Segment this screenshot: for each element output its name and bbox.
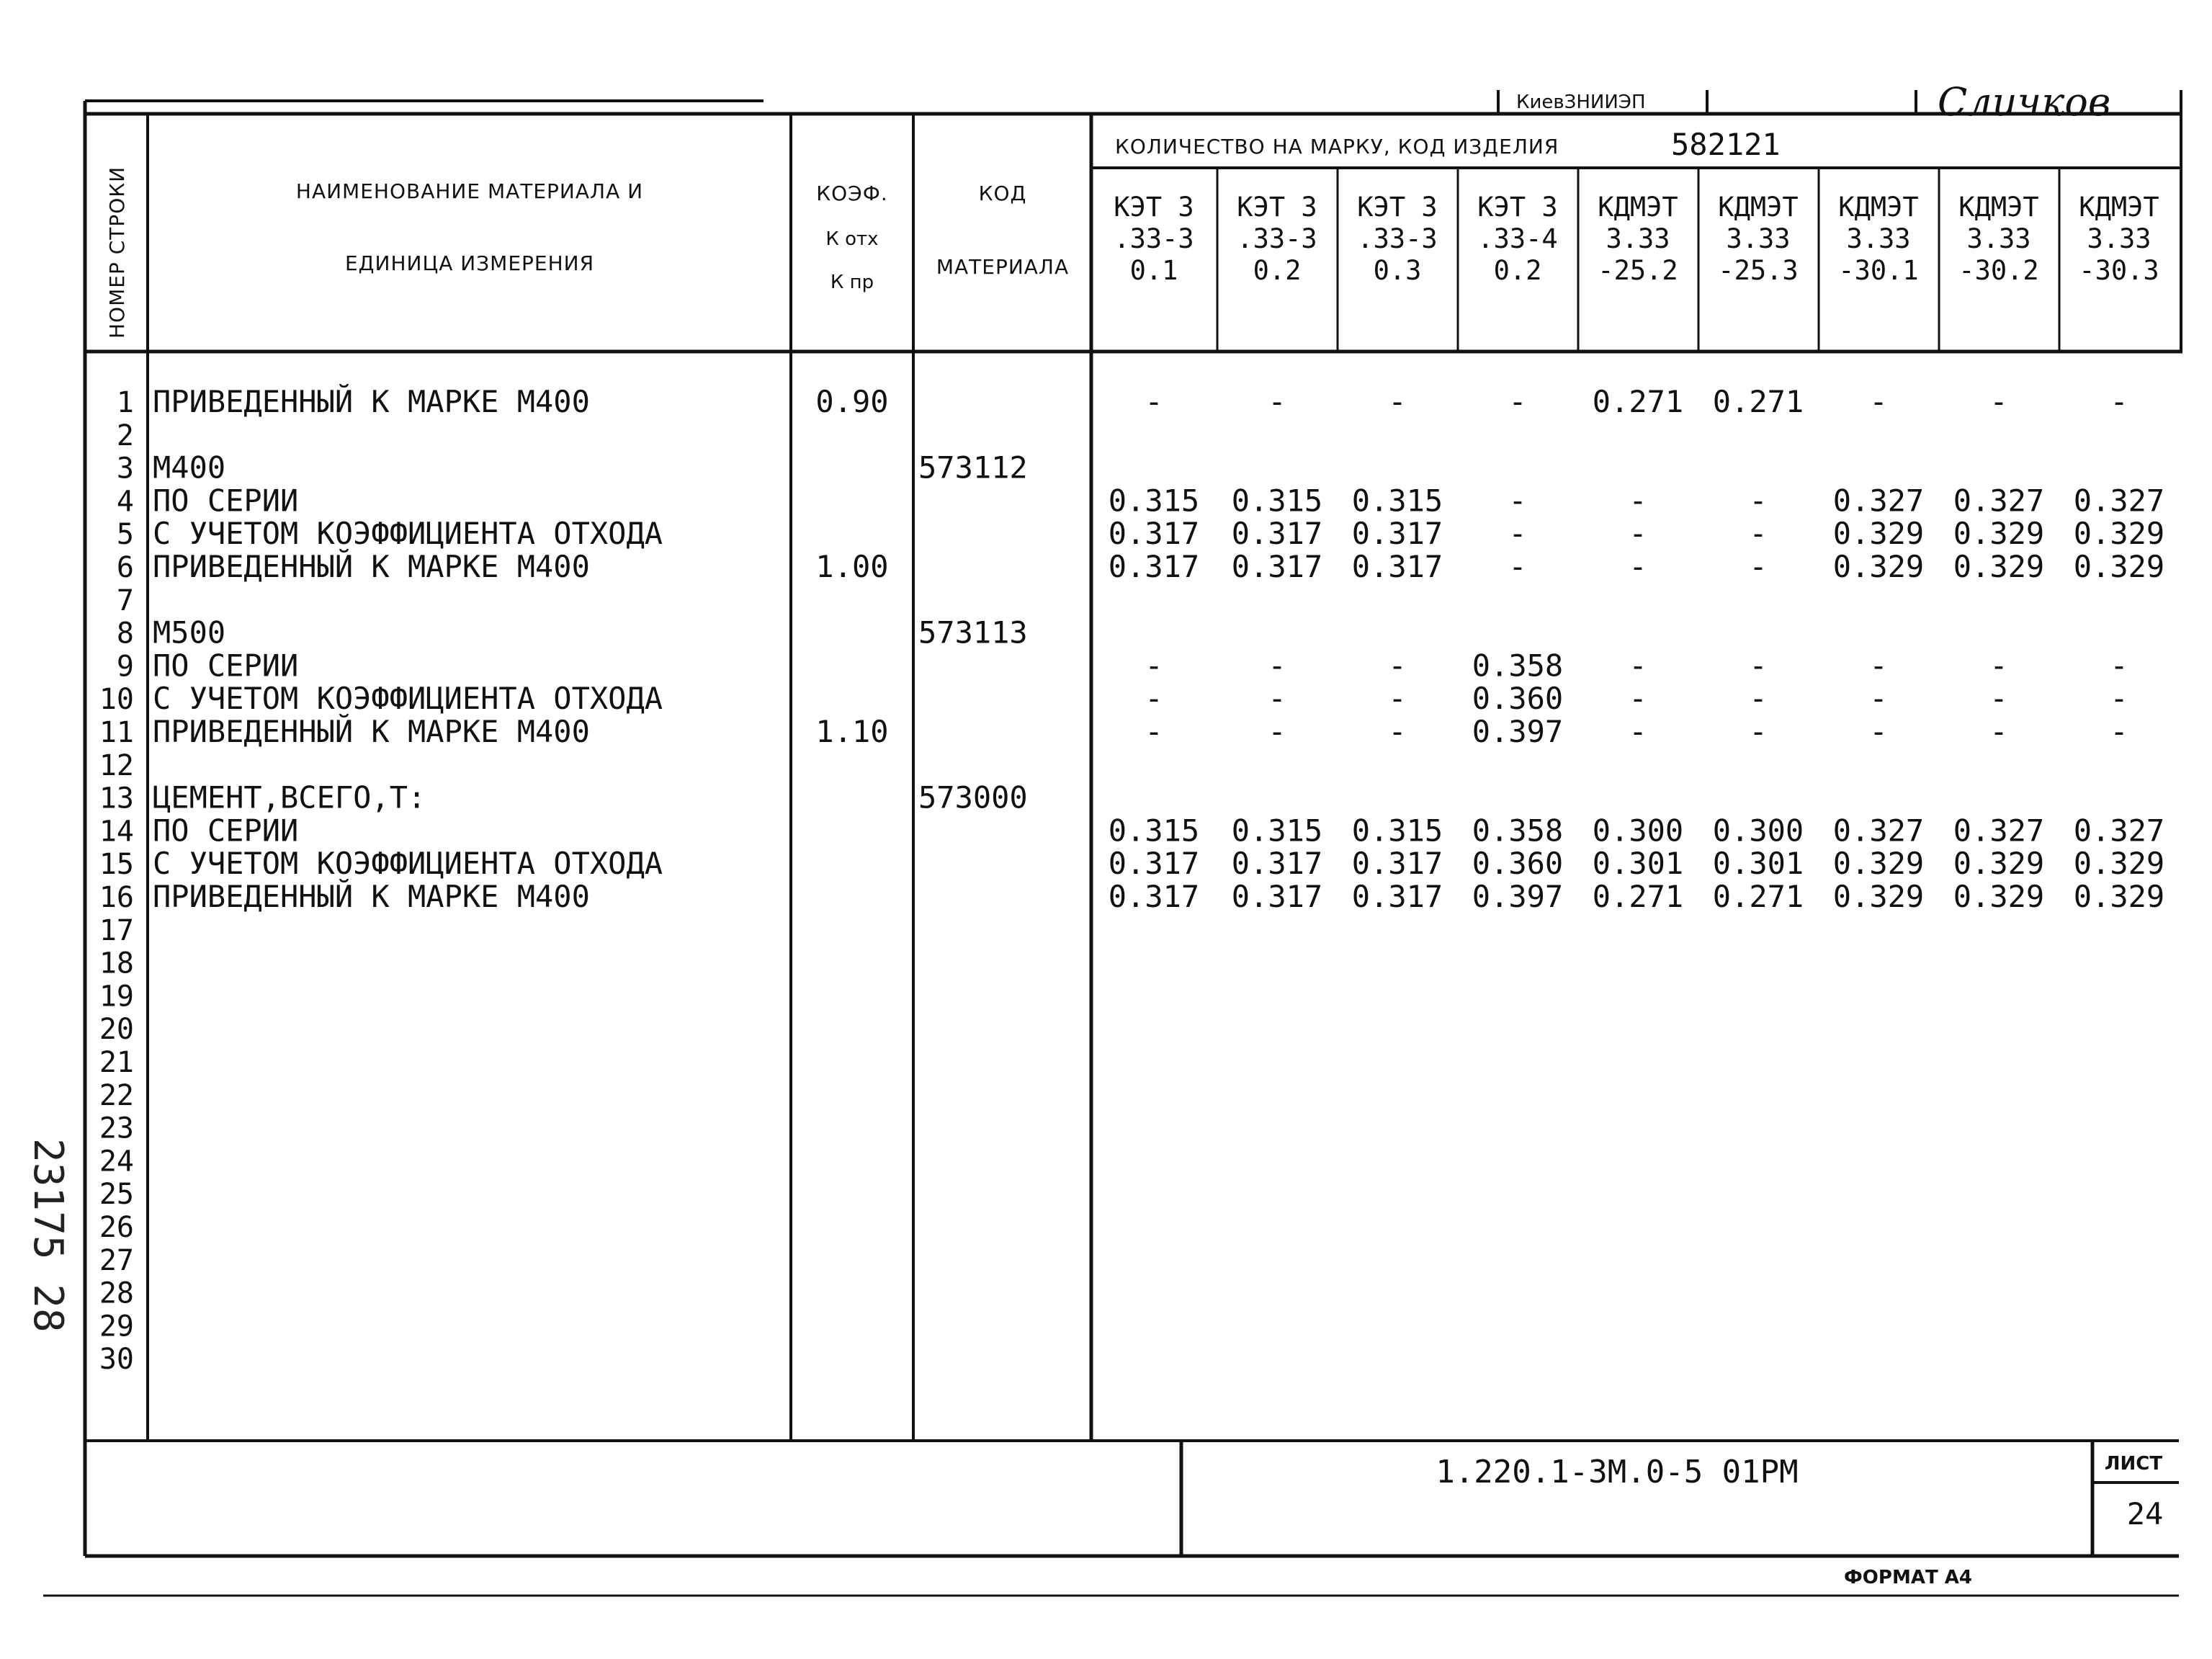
material-name: ПО СЕРИИ [153, 813, 299, 849]
quantity-cell: - [1145, 681, 1163, 717]
quantity-cell: 0.315 [1231, 813, 1323, 849]
quantity-cell: - [1749, 483, 1768, 519]
row-number: 10 [99, 683, 134, 717]
quantity-cell: 0.329 [1832, 549, 1925, 584]
row-number: 11 [99, 716, 134, 749]
product-header-line: КЭТ 3 [1114, 192, 1194, 223]
quantity-cell: - [1145, 714, 1163, 749]
quantity-cell: 0.317 [1108, 516, 1200, 552]
quantity-cell: - [1989, 648, 2008, 684]
quantity-cell: 0.329 [2073, 879, 2165, 914]
coefficient-value: 0.90 [815, 384, 889, 419]
row-number: 7 [116, 583, 134, 617]
product-header-line: 3.33 [1846, 223, 1911, 254]
material-name: ПРИВЕДЕННЫЙ К МАРКЕ М400 [153, 879, 590, 914]
quantity-cell: 0.315 [1351, 483, 1443, 519]
quantity-cell: - [1869, 648, 1888, 684]
quantity-cell: 0.327 [1953, 483, 2045, 519]
material-name: С УЧЕТОМ КОЭФФИЦИЕНТА ОТХОДА [153, 516, 663, 552]
quantity-cell: - [1749, 714, 1768, 749]
quantity-cell: 0.300 [1712, 813, 1804, 849]
quantity-cell: - [1749, 516, 1768, 552]
quantity-cell: - [1749, 549, 1768, 584]
row-number: 5 [116, 518, 134, 552]
quantity-cell: 0.329 [1832, 516, 1925, 552]
quantity-cell: - [1989, 384, 2008, 419]
coef-header-line3: К пр [830, 272, 874, 293]
material-name: ПО СЕРИИ [153, 483, 299, 519]
product-header-line: 3.33 [1726, 223, 1791, 254]
material-name: ПО СЕРИИ [153, 648, 299, 684]
sheet-number: 24 [2126, 1496, 2164, 1531]
product-header-line: КДМЭТ [1838, 192, 1919, 223]
material-name: ПРИВЕДЕННЫЙ К МАРКЕ М400 [153, 384, 590, 419]
row-number: 23 [99, 1112, 134, 1145]
quantity-cell: - [2110, 648, 2128, 684]
quantity-cell: - [1388, 648, 1407, 684]
quantity-header: КОЛИЧЕСТВО НА МАРКУ, КОД ИЗДЕЛИЯ [1115, 135, 1559, 158]
product-header-line: КЭТ 3 [1477, 192, 1558, 223]
row-number: 18 [99, 947, 134, 980]
side-inventory-number: 23175 28 [24, 1138, 71, 1333]
quantity-cell: 0.397 [1472, 714, 1564, 749]
coefficient-value: 1.10 [815, 714, 889, 749]
quantity-cell: 0.315 [1108, 813, 1200, 849]
quantity-cell: 0.329 [1953, 549, 2045, 584]
product-header-line: 0.1 [1129, 255, 1178, 286]
product-header-line: .33-3 [1114, 223, 1194, 254]
row-numbers [99, 386, 134, 1376]
quantity-cell: 0.329 [1832, 846, 1925, 882]
row-number: 19 [99, 980, 134, 1014]
quantity-cell: 0.317 [1108, 846, 1200, 882]
quantity-cell: 0.329 [2073, 846, 2165, 882]
product-header-line: -30.3 [2079, 255, 2159, 286]
material-name: ЦЕМЕНТ,ВСЕГО,Т: [153, 779, 426, 815]
material-names [153, 383, 663, 914]
quantity-cell: 0.271 [1592, 384, 1684, 419]
row-number: 14 [99, 815, 134, 849]
product-header-line: -30.2 [1958, 255, 2039, 286]
product-header-line: -30.1 [1838, 255, 1919, 286]
quantity-cell: - [1629, 483, 1647, 519]
quantity-cell: 0.327 [2073, 483, 2165, 519]
quantity-cell: - [2110, 681, 2128, 717]
quantity-cell: 0.300 [1592, 813, 1684, 849]
quantity-cell: - [1989, 714, 2008, 749]
row-number: 13 [99, 782, 134, 815]
document-code: 1.220.1-3М.0-5 01РМ [1436, 1454, 1799, 1490]
coefficient-value: 1.00 [815, 549, 889, 584]
top-stamp: КиевЗНИИЭП [1516, 91, 1646, 113]
quantity-cell: 0.317 [1231, 846, 1323, 882]
quantity-cell: 0.315 [1108, 483, 1200, 519]
quantity-cell: 0.271 [1592, 879, 1684, 914]
product-header-line: КДМЭТ [1718, 192, 1799, 223]
row-number: 27 [99, 1243, 134, 1277]
material-name: ПРИВЕДЕННЫЙ К МАРКЕ М400 [153, 549, 590, 584]
row-number: 9 [116, 650, 134, 684]
quantity-cell: - [1749, 648, 1768, 684]
quantity-cell: 0.271 [1712, 384, 1804, 419]
quantity-cell: 0.317 [1108, 549, 1200, 584]
row-number: 25 [99, 1178, 134, 1212]
quantity-cell: 0.317 [1351, 879, 1443, 914]
quantity-cell: - [1749, 681, 1768, 717]
row-number: 22 [99, 1078, 134, 1112]
material-name: М500 [153, 614, 226, 650]
quantity-cell: 0.315 [1231, 483, 1323, 519]
material-codes [918, 450, 1028, 815]
material-name-header-line1: НАИМЕНОВАНИЕ МАТЕРИАЛА И [295, 179, 644, 203]
quantity-cell: 0.329 [2073, 516, 2165, 552]
product-headers [1114, 192, 2159, 286]
quantity-cell: 0.329 [1953, 846, 2045, 882]
quantity-cell: 0.317 [1231, 549, 1323, 584]
material-name: С УЧЕТОМ КОЭФФИЦИЕНТА ОТХОДА [153, 681, 663, 717]
product-header-line: .33-4 [1477, 223, 1558, 254]
product-header-line: .33-3 [1357, 223, 1438, 254]
quantity-cell: - [1629, 648, 1647, 684]
quantity-cell: - [2110, 384, 2128, 419]
quantity-cell: - [1268, 714, 1286, 749]
sheet-label: ЛИСТ [2104, 1453, 2163, 1475]
product-header-line: КДМЭТ [1598, 192, 1678, 223]
product-header-line: 0.2 [1253, 255, 1302, 286]
quantity-cell: - [2110, 714, 2128, 749]
quantity-cell: 0.317 [1351, 846, 1443, 882]
quantity-cell: 0.397 [1472, 879, 1564, 914]
row-number: 29 [99, 1310, 134, 1343]
material-name-header-line2: ЕДИНИЦА ИЗМЕРЕНИЯ [344, 251, 595, 275]
quantity-cell: 0.327 [1832, 483, 1925, 519]
material-name: М400 [153, 450, 226, 486]
row-number: 6 [116, 551, 134, 584]
quantity-cell: 0.327 [2073, 813, 2165, 849]
quantity-cell: - [1388, 384, 1407, 419]
quantity-cell: - [1629, 516, 1647, 552]
quantity-cell: 0.358 [1472, 648, 1564, 684]
quantity-cell: 0.301 [1712, 846, 1804, 882]
quantity-cell: - [1388, 681, 1407, 717]
product-header-line: .33-3 [1237, 223, 1317, 254]
row-number: 12 [99, 748, 134, 782]
row-number: 1 [116, 386, 134, 419]
row-number: 8 [116, 617, 134, 650]
quantity-values [1109, 384, 2164, 914]
quantity-cell: - [1869, 714, 1888, 749]
quantity-cell: 0.329 [2073, 549, 2165, 584]
quantity-cell: 0.329 [1953, 879, 2045, 914]
quantity-cell: 0.317 [1351, 549, 1443, 584]
material-name: ПРИВЕДЕННЫЙ К МАРКЕ М400 [153, 714, 590, 749]
quantity-cell: - [1508, 384, 1527, 419]
product-header-line: -25.2 [1598, 255, 1678, 286]
product-code: 582121 [1671, 127, 1781, 162]
quantity-cell: - [1869, 384, 1888, 419]
quantity-cell: - [1629, 549, 1647, 584]
material-code: 573000 [918, 779, 1028, 815]
product-header-line: КДМЭТ [1958, 192, 2039, 223]
product-header-line: 0.2 [1493, 255, 1542, 286]
quantity-cell: - [1508, 549, 1527, 584]
quantity-cell: 0.327 [1953, 813, 2045, 849]
material-code: 573112 [918, 450, 1028, 486]
quantity-cell: 0.317 [1351, 516, 1443, 552]
quantity-cell: - [1388, 714, 1407, 749]
quantity-cell: - [1869, 681, 1888, 717]
quantity-cell: 0.358 [1472, 813, 1564, 849]
quantity-cell: 0.301 [1592, 846, 1684, 882]
product-header-line: КДМЭТ [2079, 192, 2159, 223]
quantity-cell: 0.315 [1351, 813, 1443, 849]
quantity-cell: - [1268, 648, 1286, 684]
coef-header-line2: К отх [825, 228, 879, 250]
quantity-cell: 0.329 [1953, 516, 2045, 552]
quantity-cell: 0.360 [1472, 846, 1564, 882]
row-number: 17 [99, 913, 134, 947]
coefficients [815, 384, 888, 749]
quantity-cell: 0.329 [1832, 879, 1925, 914]
row-number: 3 [116, 452, 134, 486]
row-number: 15 [99, 848, 134, 882]
row-number: 26 [99, 1211, 134, 1244]
quantity-cell: - [1508, 483, 1527, 519]
quantity-cell: 0.317 [1108, 879, 1200, 914]
quantity-cell: 0.327 [1832, 813, 1925, 849]
material-name: С УЧЕТОМ КОЭФФИЦИЕНТА ОТХОДА [153, 846, 663, 882]
quantity-cell: - [1989, 681, 2008, 717]
quantity-cell: - [1268, 681, 1286, 717]
code-header-line2: МАТЕРИАЛА [936, 255, 1070, 279]
row-number: 21 [99, 1046, 134, 1079]
quantity-cell: - [1145, 384, 1163, 419]
product-header-line: 3.33 [2087, 223, 2151, 254]
quantity-cell: 0.317 [1231, 879, 1323, 914]
format-label: ФОРМАТ А4 [1844, 1567, 1972, 1588]
product-header-line: КЭТ 3 [1237, 192, 1317, 223]
product-header-line: -25.3 [1718, 255, 1799, 286]
quantity-cell: - [1145, 648, 1163, 684]
quantity-cell: 0.317 [1231, 516, 1323, 552]
quantity-cell: 0.271 [1712, 879, 1804, 914]
row-number: 30 [99, 1343, 134, 1377]
product-header-line: 3.33 [1606, 223, 1670, 254]
quantity-cell: - [1268, 384, 1286, 419]
quantity-cell: 0.360 [1472, 681, 1564, 717]
row-number: 2 [116, 419, 134, 452]
row-number-header: НОМЕР СТРОКИ [105, 166, 129, 339]
code-header-line1: КОД [978, 182, 1027, 205]
row-number: 24 [99, 1145, 134, 1179]
row-number: 28 [99, 1276, 134, 1310]
top-signature: Сличков [1938, 79, 2111, 125]
row-number: 16 [99, 881, 134, 914]
quantity-cell: - [1629, 714, 1647, 749]
quantity-cell: - [1508, 516, 1527, 552]
row-number: 20 [99, 1013, 134, 1047]
quantity-cell: - [1629, 681, 1647, 717]
coef-header-line1: КОЭФ. [816, 182, 888, 205]
product-header-line: КЭТ 3 [1357, 192, 1438, 223]
row-number: 4 [116, 485, 134, 519]
product-header-line: 3.33 [1966, 223, 2031, 254]
product-header-line: 0.3 [1373, 255, 1422, 286]
material-code: 573113 [918, 614, 1028, 650]
